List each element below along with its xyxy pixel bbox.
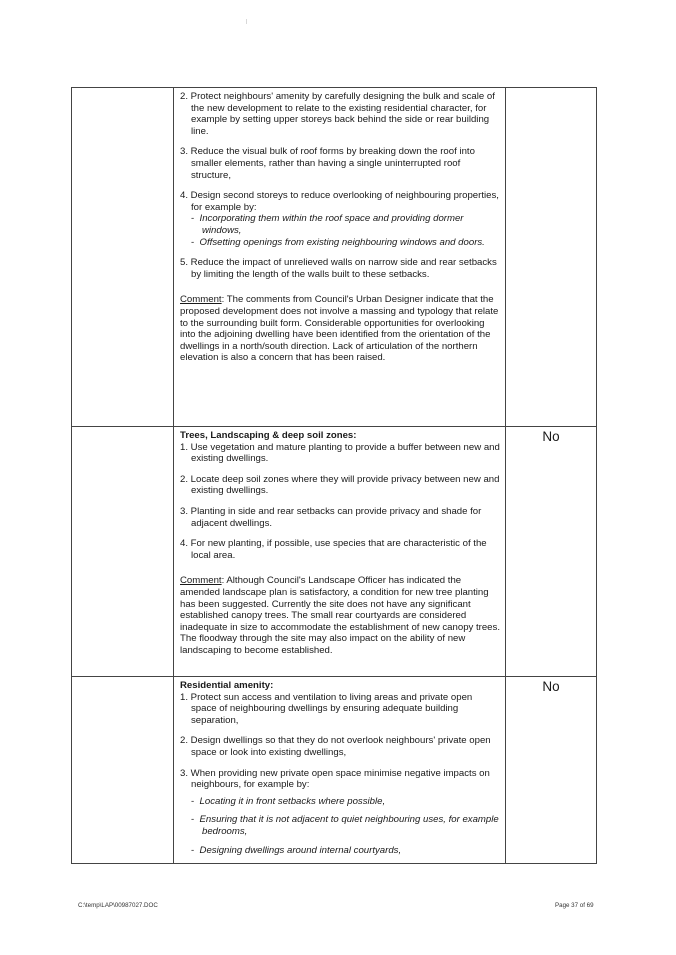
list-item: 1. Use vegetation and mature planting to provide a buffer between new and existing dwellings. (180, 441, 500, 465)
control-cell (72, 677, 174, 864)
comment-paragraph (180, 575, 500, 656)
list-item: 2. Locate deep soil zones where they will provide privacy between new and existing dwellings. (180, 473, 500, 497)
list-item: 3. Planting in side and rear setbacks can provide privacy and shade for adjacent dwellings. (180, 505, 482, 529)
list-item: 2. Protect neighbours' amenity by carefully designing the bulk and scale of the new development to relate to the existing residential character, for example by setting upper storeys back behind the side or rear building line. (180, 91, 495, 137)
table-row (72, 677, 597, 864)
comment-text: : The comments from Council's Urban Designer indicate that the proposed development does not involve a massing and typology that relate to the surrounding built form. Considerable opportunities for overlooking into the adjoining dwelling have been identified from the orientation of the dwellings in a north/south direction. Lack of articulation of the northern elevation is also a concern that has been raised. (180, 294, 499, 364)
comment-label: Comment (180, 575, 222, 587)
complies-cell (506, 88, 597, 427)
table-row (72, 88, 597, 427)
list-item: 2. Design dwellings so that they do not overlook neighbours' private open space or look into existing dwellings, (180, 735, 491, 758)
scan-mark (246, 19, 247, 24)
footer-file-path: C:\temp\LAP\00987027.DOC (78, 902, 158, 909)
list-item: 3. Reduce the visual bulk of roof forms by breaking down the roof into smaller elements, rather than having a single uninterrupted roof structure, (180, 146, 475, 181)
section-heading: Trees, Landscaping & deep soil zones: (180, 430, 357, 441)
complies-cell (506, 677, 597, 864)
complies-value: No (542, 429, 560, 444)
sub-list-item: - Designing dwellings around internal courtyards, (191, 844, 402, 856)
list-item: 3. When providing new private open space minimise negative impacts on neighbours, for example by: (180, 767, 490, 791)
list-item: 4. Design second storeys to reduce overlooking of neighbouring properties, for example by: (180, 190, 499, 213)
list-item: 1. Protect sun access and ventilation to living areas and private open space of neighbouring dwellings by ensuring adequate building separation, (180, 691, 473, 726)
requirement-cell (174, 677, 506, 864)
complies-cell (506, 427, 597, 677)
requirement-cell (174, 88, 506, 427)
control-cell (72, 88, 174, 427)
footer-page-number: Page 37 of 69 (555, 902, 594, 909)
complies-value: No (542, 679, 560, 694)
control-cell (72, 427, 174, 677)
list-item: 4. For new planting, if possible, use species that are characteristic of the local area. (180, 538, 487, 561)
section-heading: Residential amenity: (180, 680, 274, 691)
table-row (72, 427, 597, 677)
sub-list-item: - Ensuring that it is not adjacent to quiet neighbouring uses, for example bedrooms, (191, 814, 499, 837)
sub-list-item: - Locating it in front setbacks where possible, (191, 795, 386, 807)
assessment-table (71, 87, 597, 864)
comment-paragraph (180, 294, 500, 364)
comment-text: : Although Council's Landscape Officer has indicated the amended landscape plan is satisfactory, a condition for new tree planting has been suggested. Currently the site does not have any significant established canopy trees. The small rear courtyards are considered inadequate in size to accommodate the establishment of new canopy trees. The floodway through the site may also impact on the ability of new landscaping to become established. (180, 575, 500, 656)
sub-list-item: - Incorporating them within the roof space and providing dormer windows, (191, 213, 464, 236)
comment-label: Comment (180, 294, 222, 306)
requirement-cell (174, 427, 506, 677)
sub-list-item: - Offsetting openings from existing neighbouring windows and doors. (191, 236, 485, 248)
list-item: 5. Reduce the impact of unrelieved walls on narrow side and rear setbacks by limiting the length of the walls built to these setbacks. (180, 257, 497, 280)
